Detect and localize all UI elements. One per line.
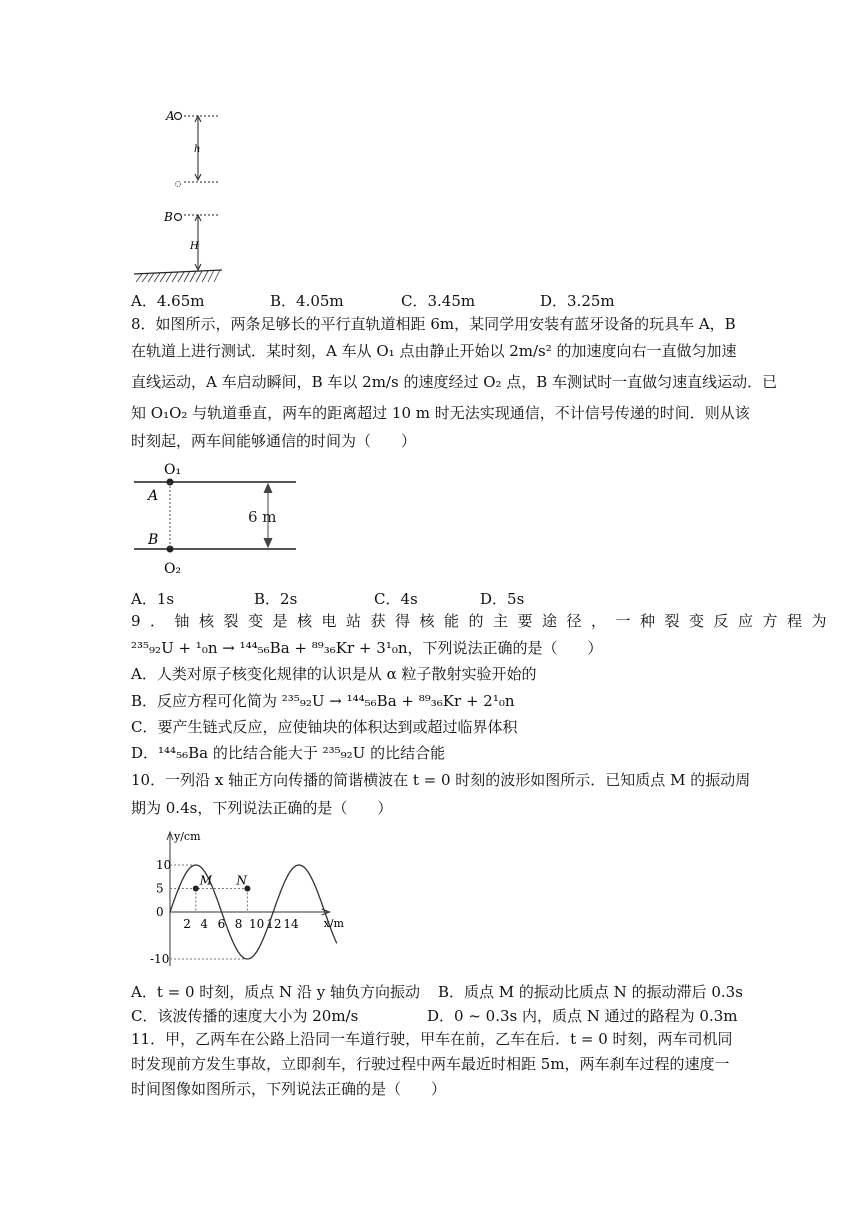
q7-option-a[interactable]: A．4.65m: [131, 292, 205, 310]
q8-line-2: 在轨道上进行测试．某时刻，A 车从 O₁ 点由静止开始以 2m/s² 的加速度向右一直做匀加速: [131, 342, 737, 360]
q10-option-a[interactable]: A．t = 0 时刻，质点 N 沿 y 轴负方向振动: [131, 983, 420, 1001]
q9-equation: ²³⁵₉₂U + ¹₀n → ¹⁴⁴₅₆Ba + ⁸⁹₃₆Kr + 3¹₀n，下列说法正确的是（ ）: [131, 639, 603, 657]
q10-option-d[interactable]: D．0 ~ 0.3s 内，质点 N 通过的路程为 0.3m: [427, 1007, 738, 1025]
q7-option-b[interactable]: B．4.05m: [270, 292, 344, 310]
label-b: B: [164, 210, 173, 224]
q8-line-4: 知 O₁O₂ 与轨道垂直，两车的距离超过 10 m 时无法实现通信，不计信号传递的时间．则从该: [131, 404, 750, 422]
q8-line-5: 时刻起，两车间能够通信的时间为（ ）: [131, 432, 417, 450]
q7-options: [131, 290, 615, 311]
label-o2: O₂: [164, 561, 182, 577]
q9-option-a[interactable]: A．人类对原子核变化规律的认识是从 α 粒子散射实验开始的: [131, 665, 537, 683]
label-a: A: [166, 109, 175, 123]
q9-option-b[interactable]: B．反应方程可化简为 ²³⁵₉₂U → ¹⁴⁴₅₆Ba + ⁸⁹₃₆Kr + 2¹₀n: [131, 692, 515, 710]
label-6m: 6 m: [248, 508, 277, 526]
x-tick-label: 14: [283, 917, 299, 931]
q9-line-1: 9．铀核裂变是核电站获得核能的主要途径，一种裂变反应方程为: [131, 612, 837, 630]
ball-a-icon: [175, 113, 182, 120]
q10-wave-chart: [140, 826, 380, 976]
y-tick-label: 0: [156, 905, 164, 919]
y-tick-label: 10: [156, 858, 172, 872]
point-m-label: M: [199, 873, 213, 888]
x-tick-label: 2: [183, 917, 191, 931]
q9-option-d[interactable]: D．¹⁴⁴₅₆Ba 的比结合能大于 ²³⁵₉₂U 的比结合能: [131, 744, 446, 762]
q8-options: [131, 588, 524, 609]
q11-line-3: 时间图像如图所示，下列说法正确的是（ ）: [131, 1080, 447, 1098]
label-b: B: [148, 532, 159, 548]
q11-line-2: 时发现前方发生事故，立即刹车，行驶过程中两车最近时相距 5m，两车刹车过程的速度一: [131, 1055, 730, 1073]
x-tick-label: 4: [200, 917, 209, 931]
q7-figure: [130, 104, 230, 284]
q10-option-b[interactable]: B．质点 M 的振动比质点 N 的振动滞后 0.3s: [438, 983, 743, 1001]
x-tick-label: 8: [234, 917, 243, 931]
x-tick-label: 6: [217, 917, 226, 931]
q8-option-c[interactable]: C．4s: [374, 590, 418, 608]
ball-b-icon: [175, 214, 182, 221]
q8-option-a[interactable]: A．1s: [131, 590, 175, 608]
label-H: H: [190, 241, 199, 252]
q8-figure: [130, 462, 300, 582]
y-axis-label: y/cm: [174, 830, 201, 843]
q9-option-c[interactable]: C．要产生链式反应，应使铀块的体积达到或超过临界体积: [131, 718, 518, 736]
q11-line-1: 11．甲，乙两车在公路上沿同一车道行驶，甲车在前，乙车在后．t = 0 时刻，两车司机同: [131, 1030, 733, 1048]
y-tick-label: 5: [156, 881, 164, 896]
q8-line-1: 8．如图所示，两条足够长的平行直轨道相距 6m，某同学用安装有蓝牙设备的玩具车 A，B: [131, 315, 736, 333]
q10-line-2: 期为 0.4s，下列说法正确的是（ ）: [131, 799, 393, 817]
q8-option-b[interactable]: B．2s: [254, 590, 298, 608]
label-h: h: [194, 144, 201, 155]
q7-option-d[interactable]: D．3.25m: [540, 292, 615, 310]
x-tick-label: 10: [249, 917, 265, 931]
label-a: A: [148, 488, 159, 504]
ball-dashed-icon: [176, 182, 181, 187]
point-m: [193, 886, 199, 892]
q7-option-c[interactable]: C．3.45m: [401, 292, 476, 310]
x-axis-label: x/m: [323, 917, 344, 930]
label-o1: O₁: [164, 462, 182, 478]
q10-line-1: 10．一列沿 x 轴正方向传播的简谐横波在 t = 0 时刻的波形如图所示．已知质点 M 的振动周: [131, 771, 751, 789]
y-tick-label: -10: [150, 952, 170, 966]
q8-line-3: 直线运动，A 车启动瞬间，B 车以 2m/s 的速度经过 O₂ 点，B 车测试时一直做匀速直线运动．已: [131, 373, 778, 391]
q10-option-c[interactable]: C．该波传播的速度大小为 20m/s: [131, 1007, 359, 1025]
q8-option-d[interactable]: D．5s: [480, 590, 525, 608]
point-n-label: N: [236, 873, 247, 888]
x-tick-label: 12: [266, 917, 282, 931]
